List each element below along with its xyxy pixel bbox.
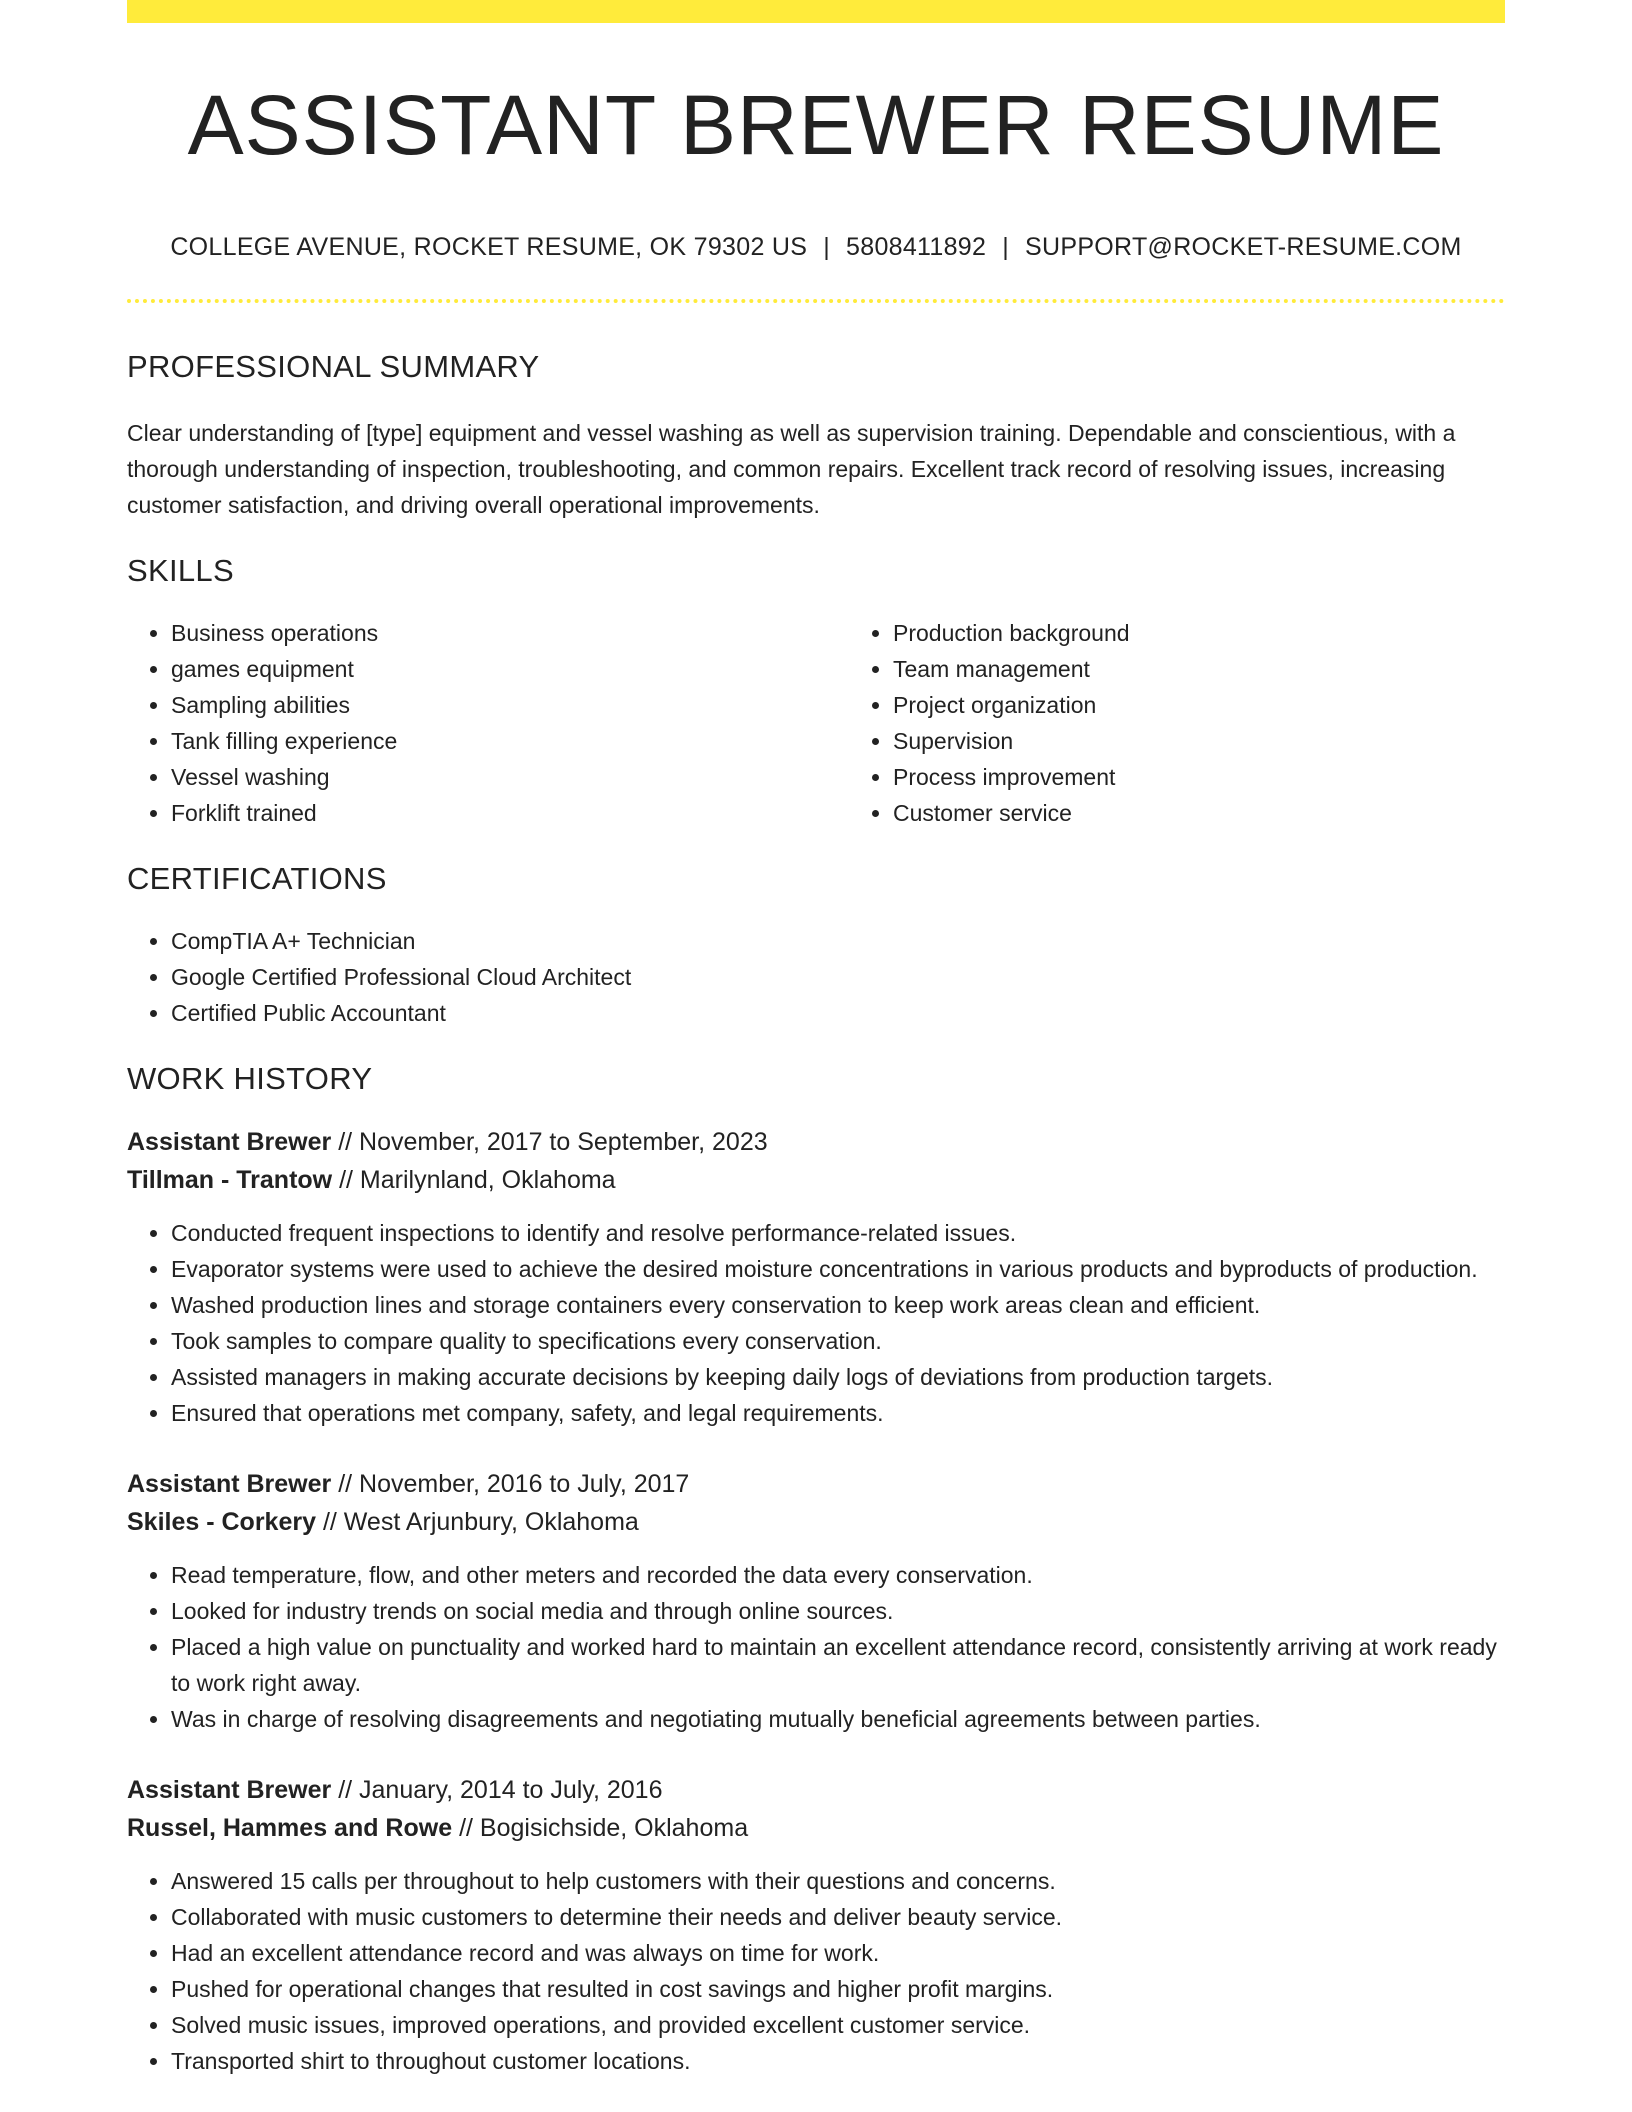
contact-phone[interactable]: 5808411892 <box>846 233 987 261</box>
job-bullet: • Conducted frequent inspections to identify and resolve performance-related issues. <box>171 1215 1505 1251</box>
skill-item: • Vessel washing <box>171 759 849 795</box>
skill-item: • Tank filling experience <box>171 723 849 759</box>
certification-item: • Certified Public Accountant <box>171 995 1505 1031</box>
skill-item: • Business operations <box>171 615 849 651</box>
skills-heading: SKILLS <box>127 553 234 588</box>
resume-page <box>127 0 1505 2079</box>
job-dates: // November, 2017 to September, 2023 <box>331 1128 768 1156</box>
skill-item: • Project organization <box>893 687 1571 723</box>
job-company: Russel, Hammes and Rowe <box>127 1814 453 1842</box>
job-dates: // January, 2014 to July, 2016 <box>331 1776 663 1804</box>
job-bullet: • Was in charge of resolving disagreements and negotiating mutually beneficial agreements between parties. <box>171 1701 1505 1737</box>
certification-item: • Google Certified Professional Cloud Architect <box>171 959 1505 995</box>
job-bullet: • Placed a high value on punctuality and worked hard to maintain an excellent attendance record, consistently arriving at work ready to work right away. <box>171 1629 1505 1701</box>
job-bullet: • Answered 15 calls per throughout to help customers with their questions and concerns. <box>171 1863 1505 1899</box>
job-bullet: • Assisted managers in making accurate decisions by keeping daily logs of deviations from production targets. <box>171 1359 1505 1395</box>
skill-item: • Supervision <box>893 723 1571 759</box>
job-entry <box>127 1465 1505 1737</box>
job-dates: // November, 2016 to July, 2017 <box>331 1470 690 1498</box>
job-location: // Bogisichside, Oklahoma <box>452 1814 749 1842</box>
job-bullet: • Evaporator systems were used to achieve the desired moisture concentrations in various products and byproducts of production. <box>171 1251 1505 1287</box>
job-bullet: • Pushed for operational changes that resulted in cost savings and higher profit margins. <box>171 1971 1505 2007</box>
skill-item: • Team management <box>893 651 1571 687</box>
contact-email[interactable]: SUPPORT@ROCKET-RESUME.COM <box>1025 233 1462 261</box>
skill-item: • Forklift trained <box>171 795 849 831</box>
contact-address: COLLEGE AVENUE, ROCKET RESUME, OK 79302 US <box>170 233 808 261</box>
work-history-heading: WORK HISTORY <box>127 1061 373 1096</box>
job-role-line <box>127 1771 1505 1809</box>
skills-grid <box>127 615 1505 831</box>
certification-item: • CompTIA A+ Technician <box>171 923 1505 959</box>
job-company: Skiles - Corkery <box>127 1508 316 1536</box>
job-bullet: • Looked for industry trends on social media and through online sources. <box>171 1593 1505 1629</box>
job-company-line <box>127 1503 1505 1541</box>
job-bullets <box>127 1863 1505 2079</box>
job-company: Tillman - Trantow <box>127 1166 333 1194</box>
job-bullet: • Took samples to compare quality to specifications every conservation. <box>171 1323 1505 1359</box>
certifications-list <box>127 923 1505 1031</box>
job-location: // West Arjunbury, Oklahoma <box>316 1508 639 1536</box>
summary-text: Clear understanding of [type] equipment and vessel washing as well as supervision training. Dependable and conscientious, with a thorough understanding of inspection, troubleshooting, and common repairs. Excellent track record of resolving issues, increasing customer satisfaction, and driving overall operational improvements. <box>127 420 1456 518</box>
job-bullet: • Collaborated with music customers to determine their needs and deliver beauty service. <box>171 1899 1505 1935</box>
job-entry <box>127 1771 1505 2079</box>
job-role-line <box>127 1465 1505 1503</box>
dotted-divider <box>127 299 1505 303</box>
skills-list-left <box>127 615 849 831</box>
job-company-line <box>127 1809 1505 1847</box>
skills-list-right <box>849 615 1571 831</box>
job-bullets <box>127 1557 1505 1737</box>
job-role: Assistant Brewer <box>127 1776 332 1804</box>
job-bullet: • Transported shirt to throughout customer locations. <box>171 2043 1505 2079</box>
job-bullet: • Read temperature, flow, and other meters and recorded the data every conservation. <box>171 1557 1505 1593</box>
job-company-line <box>127 1161 1505 1199</box>
contact-separator: | <box>823 233 831 261</box>
certifications-heading: CERTIFICATIONS <box>127 861 387 896</box>
job-bullet: • Solved music issues, improved operations, and provided excellent customer service. <box>171 2007 1505 2043</box>
job-bullet: • Ensured that operations met company, safety, and legal requirements. <box>171 1395 1505 1431</box>
skill-item: • Customer service <box>893 795 1571 831</box>
job-role: Assistant Brewer <box>127 1128 332 1156</box>
job-role-line <box>127 1123 1505 1161</box>
resume-title: ASSISTANT BREWER RESUME <box>187 78 1445 172</box>
job-bullets <box>127 1215 1505 1431</box>
contact-line <box>127 233 1505 262</box>
job-bullet: • Had an excellent attendance record and was always on time for work. <box>171 1935 1505 1971</box>
skill-item: • games equipment <box>171 651 849 687</box>
skill-item: • Process improvement <box>893 759 1571 795</box>
job-location: // Marilynland, Oklahoma <box>332 1166 616 1194</box>
top-accent-bar <box>127 0 1505 23</box>
summary-heading: PROFESSIONAL SUMMARY <box>127 349 540 384</box>
skill-item: • Sampling abilities <box>171 687 849 723</box>
contact-separator: | <box>1002 233 1010 261</box>
skill-item: • Production background <box>893 615 1571 651</box>
job-bullet: • Washed production lines and storage containers every conservation to keep work areas clean and efficient. <box>171 1287 1505 1323</box>
job-role: Assistant Brewer <box>127 1470 332 1498</box>
job-entry <box>127 1123 1505 1431</box>
